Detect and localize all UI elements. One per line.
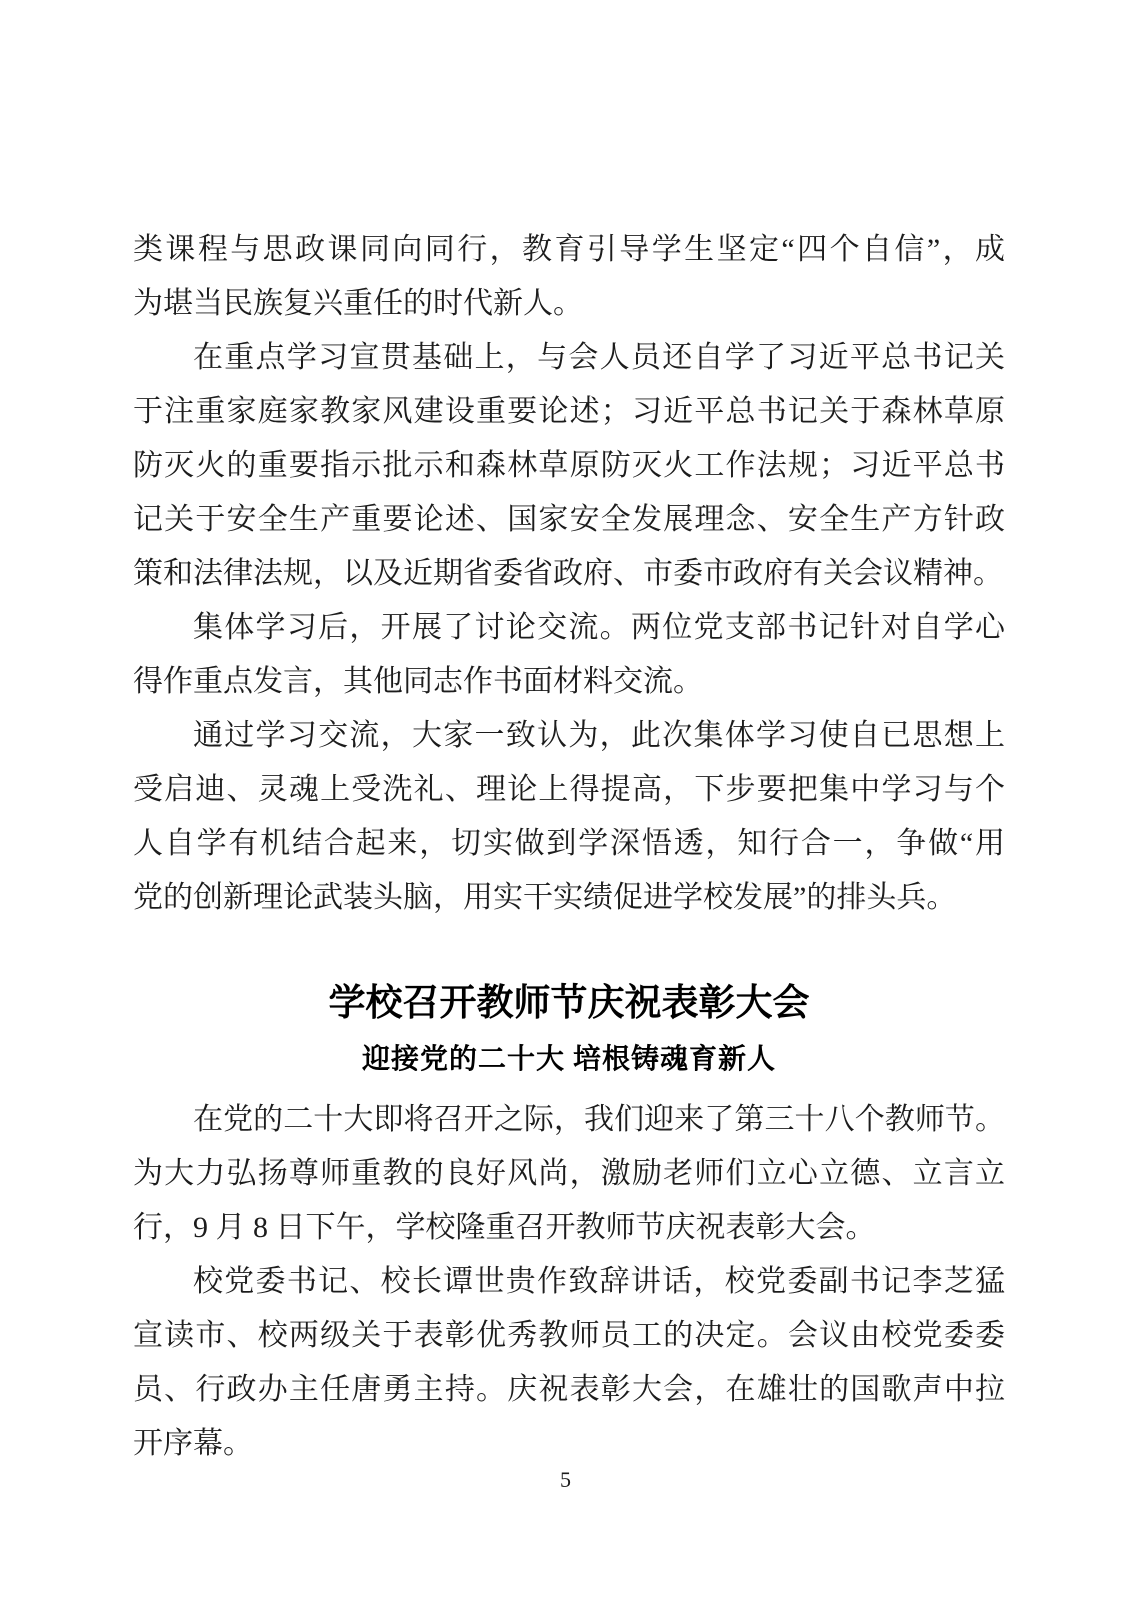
page-number: 5 — [560, 1467, 571, 1492]
body-line: 在重点学习宣贯基础上，与会人员还自学了习近平总书记关 — [193, 341, 1005, 374]
body-line: 员、行政办主任唐勇主持。庆祝表彰大会，在雄壮的国歌声中拉 — [133, 1373, 1005, 1406]
body-line: 策和法律法规，以及近期省委省政府、市委市政府有关会议精神。 — [133, 557, 1003, 590]
body-line: 宣读市、校两级关于表彰优秀教师员工的决定。会议由校党委委 — [133, 1319, 1005, 1352]
article-subtitle: 迎接党的二十大 培根铸魂育新人 — [361, 1044, 776, 1075]
body-line: 类课程与思政课同向同行，教育引导学生坚定“四个自信”，成 — [133, 233, 1005, 266]
body-line: 人自学有机结合起来，切实做到学深悟透，知行合一，争做“用 — [133, 827, 1005, 860]
body-line: 为堪当民族复兴重任的时代新人。 — [133, 287, 583, 320]
body-line: 记关于安全生产重要论述、国家安全发展理念、安全生产方针政 — [133, 503, 1005, 536]
body-line: 通过学习交流，大家一致认为，此次集体学习使自已思想上 — [193, 719, 1005, 752]
body-line: 防灭火的重要指示批示和森林草原防灭火工作法规；习近平总书 — [133, 449, 1005, 482]
body-line: 在党的二十大即将召开之际，我们迎来了第三十八个教师节。 — [193, 1103, 1005, 1136]
body-line: 集体学习后，开展了讨论交流。两位党支部书记针对自学心 — [193, 611, 1005, 644]
body-line: 行，9 月 8 日下午，学校隆重召开教师节庆祝表彰大会。 — [133, 1211, 876, 1244]
body-line: 受启迪、灵魂上受洗礼、理论上得提高，下步要把集中学习与个 — [133, 773, 1005, 806]
body-line: 校党委书记、校长谭世贵作致辞讲话，校党委副书记李芝猛 — [193, 1265, 1005, 1298]
body-text-lower — [133, 1093, 1005, 1471]
body-text-upper — [133, 223, 1005, 925]
body-line: 党的创新理论武装头脑，用实干实绩促进学校发展”的排头兵。 — [133, 881, 957, 914]
article-title: 学校召开教师节庆祝表彰大会 — [328, 982, 810, 1023]
body-line: 得作重点发言，其他同志作书面材料交流。 — [133, 665, 703, 698]
body-line: 为大力弘扬尊师重教的良好风尚，激励老师们立心立德、立言立 — [133, 1157, 1005, 1190]
body-line: 于注重家庭家教家风建设重要论述；习近平总书记关于森林草原 — [133, 395, 1005, 428]
body-line: 开序幕。 — [133, 1427, 253, 1460]
